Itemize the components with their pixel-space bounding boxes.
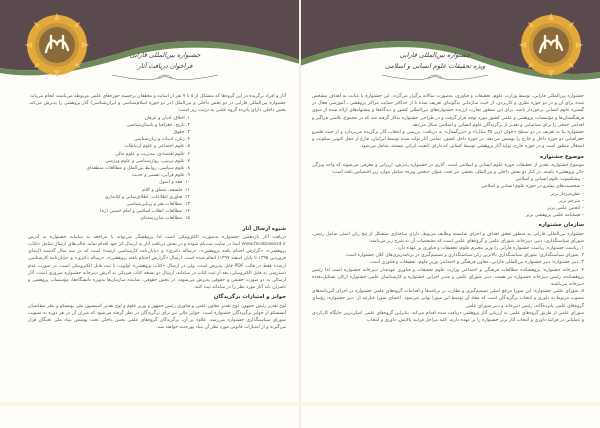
list-item: – مترجم برتر (558, 198, 584, 204)
list-item: ۱۵. مطالعات میان‌رشته‌ای (140, 216, 190, 222)
list-item: ۷. علوم تربیتی، روان‌شناسی و علوم ورزشی (105, 158, 190, 164)
list-item: – شخصیت‌های پیشرو در حوزه علوم انسانی و اسلامی (481, 184, 584, 190)
festival-subtitle: ویژه تحقیقات علوم انسانی و اسلامی (384, 62, 486, 70)
farabi-logo-icon (24, 12, 90, 78)
paragraph: جشنواره بین‌المللی فارابی به منظور تحقق اهداف و اجرای شایسته وظایف مربوط، دارای ساختاری متشکل از پنج رکن اصلی شامل رئیس، شورای سیاستگذاری، دبیر، دبیرخانه، شورای علمی و گروه‌های علمی است که مشخصات آن به شرح زیر می‌باشد: (312, 231, 584, 244)
list-item: ۱۴. مطالعات انقلاب اسلامی و امام خمینی (ره) (99, 209, 190, 215)
list-item: ۱. ریاست جشنواره: ریاست جشنواره فارابی را وزیر محترم علوم، تحقیقات و فناوری بر عهده دارد. (396, 246, 584, 252)
paragraph: جشنواره بین‌المللی فارابی در دو بخش داخلی و بین‌الملل (در دو حوزه اسلام‌شناسی و ایران‌شناسی) آثار پژوهشی را پذیرش می‌کند. بخش داخلی دارای پانزده گروه علمی به ترتیب زیر است: (28, 101, 286, 114)
paragraph: موضوع جشنواره، تقدیر از تحقیقات حوزه علوم انسانی و اسلامی است. آثاری در جشنواره پذیرش، ارزیابی و معرفی می‌شوند که واجد ویژگی «اثر پژوهشی» باشند. در کنار دو بخش داخلی و بین‌الملل، بخشی نیز تحت عنوان «بخش ویژه» شامل موارد زیر اختصاص یافته است: (312, 162, 584, 176)
paragraph: آثار و افراد برگزیده در این گروه‌ها که متشکل از ۵ تا ۷ نفر از اساتید و محققان برجسته حوزه‌های علمی مربوطه می‌باشند انجام می‌یابد. (29, 94, 286, 99)
special-section-list (312, 176, 584, 219)
list-item: ۱۱. فلسفه، منطق و کلام (142, 187, 190, 193)
list-item: ۱. اخلاق، ادیان و عرفان (144, 115, 190, 121)
left-page-body (28, 93, 286, 332)
right-title-block (375, 50, 495, 82)
list-item: ۳. حقوق (173, 130, 190, 136)
list-item: ۹. علوم قرآنی، تفسیر و حدیث (131, 173, 190, 179)
list-item: ۲. تاریخ، جغرافیا و باستان‌شناسی (126, 122, 190, 128)
section-heading-topic: موضوع جشنواره (540, 153, 584, 160)
list-item: ۵. شورای علمی جشنواره: این شورا مرجع اصلی تصمیم‌گیری و نظارت بر برنامه‌ها و اقدامات گروه‌های علمی جشنواره در اجرای آئین‌نامه‌های مصوب مربوط به داوری و انتخاب برگزیدگان است که مفاد آن توسط این شورا نهایی می‌شود. اعضای شورا عبارتند از: دبیر جشنواره، رؤسای گروه‌های علمی پانزده‌گانه، رئیس دبیرخانه و دبیر شورای علمی. (312, 289, 584, 309)
list-item: ۶. علوم اقتصادی، مدیریت و علوم مالی (115, 151, 190, 157)
list-item: ۴. دبیرخانه جشنواره: پژوهشکده مطالعات فرهنگی و اجتماعی وزارت علوم تحقیقات و فناوری عهده‌دار دبیرخانه جشنواره است لذا رئیس پژوهشکده، رئیس دبیرخانه جشنواره نیز هست. دبیر شورای علمی و مدیر اجرایی جشنواره و کارشناسان علمی جشنواره ارکان تشکیل‌دهنده دبیرخانه می‌باشند. (312, 267, 584, 288)
list-item: ۱۳. مطالعات هنر و زیبایی‌شناسی (126, 202, 190, 208)
list-item: – پیشکسوت علوم انسانی و اسلامی (515, 177, 584, 183)
paragraph: جشنواره بین‌المللی فارابی، توسط وزارت علوم، تحقیقات و فناوری، به‌صورت سالانه برگزار می‌گردد. این جشنواره با عنایت به اهداف مشخص شده برای آن و در دو حوزه نظری و کاربردی، از حیث سازمانی به‌گونه‌ای تعریف شده تا از حداکثر حمایت مراکز پژوهشی ـ آموزشی فعال در گستره علوم انسانی برخوردار باشد. برای این منظور تجارب ارزنده جشنواره‌های بین‌المللی کشور و دیدگاه‌ها و پیشنهادهای ارائه شده از سوی فرهنگستان‌ها و مؤسسات پژوهشی و علمی کشور مورد توجه قرار گرفت و در طراحی جشنواره به‌کار گرفته شد که در مجموع، تلاشی فراگیر و اقدامی جمعی را برای شناسایی و تقدیر از برگزیدگان علوم انسانی و اسلامی شکل می‌دهد. (312, 94, 584, 128)
flourish-ornament-icon (110, 72, 220, 82)
paragraph: جشنواره بنا به تعریف در دو سطح «جوان (زیر ۳۵ سال)» و «بزرگسال» به دریافت، بررسی و انتخاب آثار برگزیده می‌پردازد و از حیث قلمرو جغرافیایی دو حوزه داخل و خارج را پوشش می‌دهد. در حوزه داخل کشور، تمامی آثار تولید شده توسط ایرانیان، فارغ از محل کنونی سکونت و اشتغال منظور است و در حوزه خارج، تولید آثار پژوهشی توسط کسانی که دارای تابعیت ایرانی نیستند، شامل می‌شود. (312, 130, 584, 150)
organization-list (312, 245, 584, 324)
section-heading-submission: شیوه ارسال آثار (242, 225, 286, 232)
list-item: ۱۰. فقه و اصول (159, 180, 190, 186)
paragraph: لوح تقدیر رئیس جمهور، لوح تقدیر معاون علمی و فناوری رئیس جمهور و وزیر علوم و لوح تقدیر کمیسیون ملی یونسکو و نظر متقاضیان آیسسکو از جوایز برگزیدگان جشنواره است. جوایز مالی نیز برای برگزیدگان در نظر گرفته می‌شود که میزان آن در هر دوره به تصویب شورای سیاستگذاری جشنواره می‌رسد. علاوه بر آن، برگزیدگان گروه‌های علمی بخش داخلی تحت پوشش بنیاد ملی نخبگان قرار می‌گیرند و از امتیازات قانونی مورد نظر آن بنیاد بهره‌مند خواهند شد. (28, 303, 286, 331)
festival-title: جشنواره بین‌المللی فارابی (129, 51, 201, 59)
right-page (300, 0, 600, 428)
flourish-ornament-icon (380, 72, 490, 82)
section-heading-organization: سازمان جشنواره (538, 222, 584, 229)
list-item: ۴. زبان، ادبیات و زبان‌شناسی (133, 137, 190, 143)
list-item: – انجمن علمی برتر (547, 206, 584, 212)
list-item: ۳. دبیر جشنواره: دبیر جشنواره بین‌المللی فارابی، معاون فرهنگی و اجتماعی وزیر علوم، تحقیقات و فناوری است. (368, 260, 584, 266)
right-page-body (312, 93, 584, 324)
list-item: ۱۲. فناوری اطلاعات، اطلاع‌رسانی و کتابداری (104, 194, 190, 200)
scientific-groups-list (28, 115, 286, 223)
paragraph: دریافت آثار یازدهمین جشنواره به‌صورت الکترونیکی است لذا پژوهشگر می‌تواند با مراجعه به سامانه جشنواره به آدرس www.farabiaward.ir ابتدا در سایت ثبت‌نام نموده و در بخش دریافت آثار به ارسال اثر خود اقدام نماید. قالب‌های ارسال شامل «کتاب پژوهشی»، «گزارش اختتام یافته پژوهشی»، «رساله دکتری» و «پایان‌نامه کارشناسی ارشد» است که در سه سال گذشته (ابتدای فروردین ۱۳۹۵ تا پایان اسفند ۱۳۹۷) انجام شده است. ارسال «گزارش اختتام یافته پژوهشی»، «رساله دکتری» و «پایان‌نامه کارشناسی ارشد» فقط در قالب PDF قابل پذیرش است، ولی در ارسال «کتاب پژوهشی» اولویت با ثبت فایل الکترونیکی است. در صورت عدم دسترسی به فایل الکترونیکی، بعد از ثبت کتاب در سامانه، ارسال دو نسخه کتاب فیزیکی به آدرس دبیرخانه جشنواره ضروری است. آثار ارسالی به دو صورت حقیقی و حقوقی پذیرش می‌شوند. در بخش حقوقی، نماینده سازمان‌ها به‌ویژه دانشگاه‌ها، مؤسسات پژوهشی و ناشران باید آثار مورد نظر را در سامانه ثبت کنند. (28, 234, 286, 291)
list-item: ۲. شورای سیاستگذاری: شورای سیاستگذاری بالاترین رکن سیاستگذاری و تصمیم‌گیری در برنامه‌ریزی‌های کلان جشنواره است. (344, 253, 584, 259)
footer-stripe (0, 402, 600, 406)
left-title-block (105, 50, 225, 82)
list-item: ۵. علوم اجتماعی و علوم ارتباطات (124, 144, 190, 150)
farabi-logo-icon (518, 12, 584, 78)
section-heading-awards: جوایز و امتیازات برگزیدگان (213, 294, 286, 301)
festival-title: جشنواره بین‌المللی فارابی (399, 51, 471, 59)
center-fold (299, 0, 301, 428)
list-item: ۸. علوم سیاسی، روابط بین‌الملل و مطالعات منطقه‌ای (86, 166, 190, 172)
call-title: فراخوان دریافت آثار (137, 62, 193, 70)
list-item: – فصلنامه علمی پژوهشی برتر (525, 213, 584, 219)
list-item: شورای علمی از طریق گروه‌های علمی به ارزیابی آثار پژوهشی دریافت شده اقدام می‌کند. بنابراین گروه‌های علمی اصلی‌ترین جایگاه کارکردی و عملیاتی در فرایند داوری و انتخاب آثار برتر جشنواره را بر عهده دارند. کلیه مراحل فرایند پالایش، داوری و انتخاب (312, 310, 584, 324)
list-item: – نظریه‌پرداز برتر (550, 191, 584, 197)
